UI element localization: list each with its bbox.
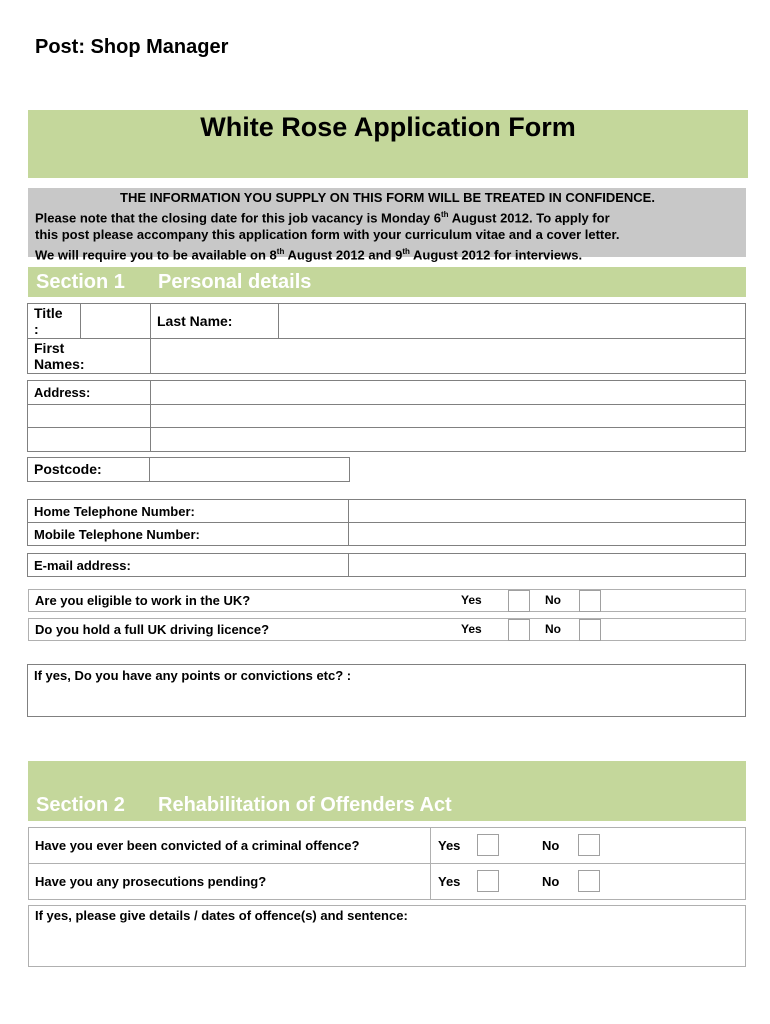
pending-answer-cell <box>430 863 746 900</box>
no-label: No <box>545 622 561 636</box>
first-names-label: First Names: <box>34 340 85 372</box>
address-line-3-input[interactable] <box>150 427 746 452</box>
section-1-number: Section 1 <box>36 271 125 293</box>
section-1-title: Personal details <box>158 271 312 293</box>
licence-no-checkbox[interactable] <box>579 619 601 641</box>
form-title: White Rose Application Form <box>200 112 576 142</box>
convicted-answer-cell <box>430 827 746 864</box>
mobile-phone-label-cell <box>27 522 349 546</box>
no-label: No <box>542 874 560 889</box>
eligibility-no-checkbox[interactable] <box>579 590 601 612</box>
title-label: Title : <box>34 305 63 337</box>
section-2-title: Rehabilitation of Offenders Act <box>158 794 452 816</box>
first-names-label-cell <box>27 338 151 374</box>
mobile-phone-label: Mobile Telephone Number: <box>34 527 200 542</box>
pending-question-cell <box>28 863 431 900</box>
pending-yes-checkbox[interactable] <box>477 870 499 892</box>
yes-label: Yes <box>461 622 482 636</box>
email-label: E-mail address: <box>34 558 131 573</box>
last-name-label-cell <box>150 303 279 339</box>
postcode-label-cell <box>27 457 150 482</box>
offence-details-textarea[interactable] <box>28 905 746 967</box>
notice-line-2: Please note that the closing date for this job vacancy is Monday 6th August 2012. To apply for <box>35 210 610 226</box>
eligibility-yes-checkbox[interactable] <box>508 590 530 612</box>
mobile-phone-input[interactable] <box>348 522 746 546</box>
licence-row <box>28 618 746 641</box>
convicted-no-checkbox[interactable] <box>578 834 600 856</box>
home-phone-label-cell <box>27 499 349 523</box>
post-title: Post: Shop Manager <box>35 36 229 58</box>
no-label: No <box>542 838 560 853</box>
email-label-cell <box>27 553 349 577</box>
convicted-yes-checkbox[interactable] <box>477 834 499 856</box>
eligibility-row <box>28 589 746 612</box>
points-question: If yes, Do you have any points or convictions etc? : <box>34 668 352 683</box>
address-line-1-input[interactable] <box>150 380 746 405</box>
address-label-cell <box>27 380 151 405</box>
notice-line-1: THE INFORMATION YOU SUPPLY ON THIS FORM WILL BE TREATED IN CONFIDENCE. <box>120 190 655 205</box>
first-names-input[interactable] <box>150 338 746 374</box>
title-input[interactable] <box>80 303 151 339</box>
email-input[interactable] <box>348 553 746 577</box>
notice-line-3: this post please accompany this application form with your curriculum vitae and a cover letter. <box>35 227 620 243</box>
pending-question: Have you any prosecutions pending? <box>35 874 267 889</box>
yes-label: Yes <box>438 838 461 853</box>
address-label: Address: <box>34 385 91 400</box>
offence-details-label: If yes, please give details / dates of offence(s) and sentence: <box>35 908 408 923</box>
yes-label: Yes <box>461 593 482 607</box>
section-1-header <box>28 267 746 297</box>
licence-question: Do you hold a full UK driving licence? <box>35 622 270 637</box>
pending-no-checkbox[interactable] <box>578 870 600 892</box>
home-phone-label: Home Telephone Number: <box>34 504 195 519</box>
licence-yes-checkbox[interactable] <box>508 619 530 641</box>
eligibility-question: Are you eligible to work in the UK? <box>35 593 251 608</box>
section-2-header <box>28 761 746 821</box>
address-spacer-cell <box>27 404 151 428</box>
address-line-2-input[interactable] <box>150 404 746 428</box>
home-phone-input[interactable] <box>348 499 746 523</box>
last-name-input[interactable] <box>278 303 746 339</box>
last-name-label: Last Name: <box>157 313 233 329</box>
no-label: No <box>545 593 561 607</box>
convicted-question: Have you ever been convicted of a criminal offence? <box>35 838 360 853</box>
confidentiality-notice <box>28 188 746 263</box>
address-spacer-cell <box>27 427 151 452</box>
postcode-label: Postcode: <box>34 461 102 477</box>
title-label-cell <box>27 303 81 339</box>
section-2-number: Section 2 <box>36 794 125 816</box>
points-details-textarea[interactable] <box>27 664 746 717</box>
yes-label: Yes <box>438 874 461 889</box>
convicted-question-cell <box>28 827 431 864</box>
postcode-input[interactable] <box>149 457 350 482</box>
notice-line-4: We will require you to be available on 8th August 2012 and 9th August 2012 for interviews. <box>35 247 583 263</box>
